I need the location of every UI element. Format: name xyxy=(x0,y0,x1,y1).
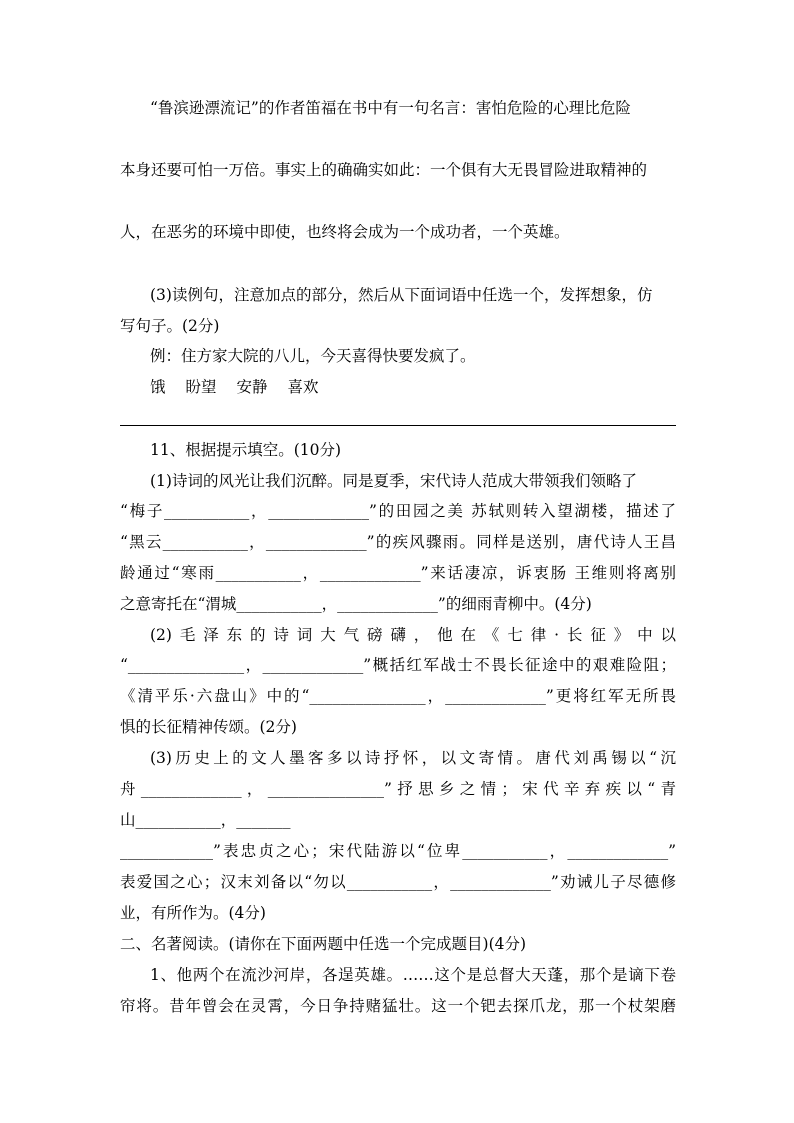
word-option: 安静 xyxy=(236,378,268,396)
q11-line: 之意寄托在“渭城___________，_____________”的细雨青柳中。(4分) xyxy=(120,595,592,613)
q3-instruction-line-2: 写句子。(2分) xyxy=(120,317,220,335)
q11-line: 山___________，_______ xyxy=(120,811,291,829)
section2-line: 帘将。昔年曾会在灵霄，今日争持赌猛壮。这一个钯去探爪龙，那一个杖架磨 xyxy=(120,997,676,1015)
q11-line: 《清平乐·六盘山》中的“_______________，_____________”更将红军无所畏 xyxy=(120,687,676,705)
intro-line-2: 本身还要可怕一万倍。事实上的确确实如此：一个俱有大无畏冒险进取精神的 xyxy=(120,161,648,179)
q11-line: 舟_____________，_______________”抒思乡之情；宋代辛弃疾以“青 xyxy=(120,780,676,798)
section2-line: 1、他两个在流沙河岸，各逞英雄。……这个是总督大天蓬，那个是谪下卷 xyxy=(150,966,676,984)
q11-line: 龄通过“寒雨___________，_____________”来话凄凉，诉衷肠 王维则将离别 xyxy=(120,564,676,582)
intro-line-1: “鲁滨逊漂流记”的作者笛福在书中有一句名言：害怕危险的心理比危险 xyxy=(150,99,631,117)
q11-line: “黑云___________，_____________”的疾风骤雨。同样是送别，唐代诗人王昌 xyxy=(120,533,676,551)
q11-line: “_______________，_____________”概括红军战士不畏长征途中的艰难险阻； xyxy=(120,656,676,674)
section2-title: 二、名著阅读。(请你在下面两题中任选一个完成题目)(4分) xyxy=(120,935,527,953)
q11-line: (1)诗词的风光让我们沉醉。同是夏季，宋代诗人范成大带领我们领略了 xyxy=(150,472,637,490)
q3-word-options xyxy=(150,377,339,397)
q11-line: (2)毛泽东的诗词大气磅礴，他在《七律·长征》中以 xyxy=(150,626,676,644)
q11-line: 惧的长征精神传颂。(2分) xyxy=(120,718,297,736)
q11-line: (3)历史上的文人墨客多以诗抒怀，以文寄情。唐代刘禹锡以“沉 xyxy=(150,749,676,767)
answer-line xyxy=(120,425,676,426)
q11-line: 表爱国之心；汉末刘备以“勿以___________，_____________”劝诫儿子尽德修 xyxy=(120,873,676,891)
word-option: 饿 xyxy=(150,378,166,396)
q11-line: 业，有所作为。(4分) xyxy=(120,904,266,922)
q11-line: ____________”表忠贞之心；宋代陆游以“位卑___________，_____________” xyxy=(120,842,676,860)
word-option: 盼望 xyxy=(185,378,217,396)
word-option: 喜欢 xyxy=(287,378,319,396)
q3-instruction-line-1: (3)读例句，注意加点的部分，然后从下面词语中任选一个，发挥想象，仿 xyxy=(150,286,653,304)
q11-line: “梅子___________，_____________”的田园之美 苏轼则转入望湖楼，描述了 xyxy=(120,502,676,520)
intro-line-3: 人，在恶劣的环境中即使，也终将会成为一个成功者，一个英雄。 xyxy=(120,223,570,241)
q3-example: 例：住方家大院的八儿，今天喜得快要发疯了。 xyxy=(150,347,476,365)
q11-title: 11、根据提示填空。(10分) xyxy=(150,441,342,459)
